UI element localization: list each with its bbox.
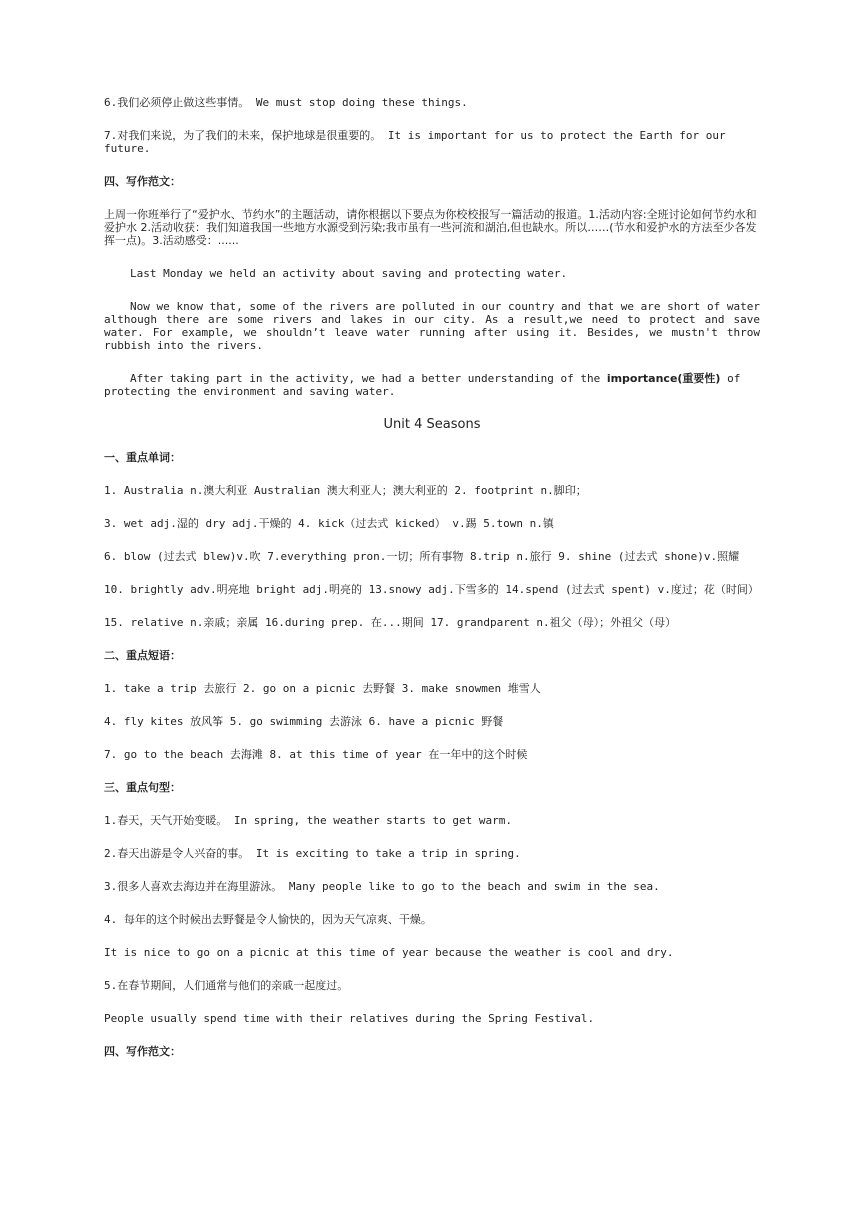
- word-line-4: 10. brightly adv.明亮地 bright adj.明亮的 13.snowy adj.下雪多的 14.spend (过去式 spent) v.度过；花（时间）: [104, 583, 759, 596]
- word-line-3: 6. blow (过去式 blew)v.吹 7.everything pron.一切；所有事物 8.trip n.旅行 9. shine (过去式 shone)v.照耀: [104, 550, 740, 563]
- sentence-6: 6.我们必须停止做这些事情。 We must stop doing these things.: [104, 96, 468, 109]
- phrases-heading: 二、重点短语：: [104, 649, 181, 662]
- essay-paragraph-3: [104, 372, 760, 398]
- unit-sentence-4-en: It is nice to go on a picnic at this time of year because the weather is cool and dry.: [104, 946, 674, 959]
- words-heading: 一、重点单词：: [104, 451, 181, 464]
- unit-sentence-4-zh: 4. 每年的这个时候出去野餐是令人愉快的，因为天气凉爽、干燥。: [104, 913, 432, 926]
- word-line-5: 15. relative n.亲戚；亲属 16.during prep. 在...期间 17. grandparent n.祖父（母）；外祖父（母）: [104, 616, 677, 629]
- phrase-line-2: 4. fly kites 放风筝 5. go swimming 去游泳 6. have a picnic 野餐: [104, 715, 504, 728]
- phrase-line-3: 7. go to the beach 去海滩 8. at this time of year 在一年中的这个时候: [104, 748, 528, 761]
- unit-sentence-3: 3.很多人喜欢去海边并在海里游泳。 Many people like to go to the beach and swim in the sea.: [104, 880, 660, 893]
- writing-heading: 四、写作范文：: [104, 1045, 181, 1058]
- phrase-line-1: 1. take a trip 去旅行 2. go on a picnic 去野餐 3. make snowmen 堆雪人: [104, 682, 541, 695]
- essay-paragraph-3-start: After taking part in the activity, we had a better understanding of the: [130, 372, 607, 385]
- unit-sentence-5-zh: 5.在春节期间，人们通常与他们的亲戚一起度过。: [104, 979, 349, 992]
- essay-paragraph-2: Now we know that, some of the rivers are polluted in our country and that we are short of water although there are some rivers and lakes in our city. As a result,we need to protect and save water. For example, we shouldn’t leave water running after using it. Besides, we mustn't throw rubbish into the rivers.: [104, 300, 760, 352]
- sentences-heading: 三、重点句型：: [104, 781, 181, 794]
- unit-title: Unit 4 Seasons: [383, 417, 481, 432]
- document-page: [104, 96, 760, 1078]
- sentence-7: 7.对我们来说，为了我们的未来，保护地球是很重要的。 It is important for us to protect the Earth for our future.: [104, 129, 726, 155]
- unit-sentence-5-en: People usually spend time with their relatives during the Spring Festival.: [104, 1012, 595, 1025]
- unit-sentence-1: 1.春天，天气开始变暖。 In spring, the weather starts to get warm.: [104, 814, 513, 827]
- word-line-1: 1. Australia n.澳大利亚 Australian 澳大利亚人；澳大利亚的 2. footprint n.脚印；: [104, 484, 587, 497]
- writing-prompt: 上周一你班举行了“爱护水、节约水”的主题活动，请你根据以下要点为你校校报写一篇活动的报道。1.活动内容:全班讨论如何节约水和爱护水 2.活动收获：我们知道我国一些地方水源受到污染;我市虽有一些河流和湖泊,但也缺水。所以……(节水和爱护水的方法至少各发挥一点)。3.活动感受：......: [104, 208, 757, 247]
- writing-heading-prev: 四、写作范文：: [104, 175, 181, 188]
- essay-paragraph-3-end: of protecting the environment and saving water.: [104, 372, 741, 398]
- keyword-importance: importance(重要性): [606, 372, 721, 385]
- essay-paragraph-1: Last Monday we held an activity about saving and protecting water.: [130, 267, 568, 280]
- word-line-2: 3. wet adj.湿的 dry adj.干燥的 4. kick（过去式 kicked） v.踢 5.town n.镇: [104, 517, 554, 530]
- unit-sentence-2: 2.春天出游是令人兴奋的事。 It is exciting to take a trip in spring.: [104, 847, 521, 860]
